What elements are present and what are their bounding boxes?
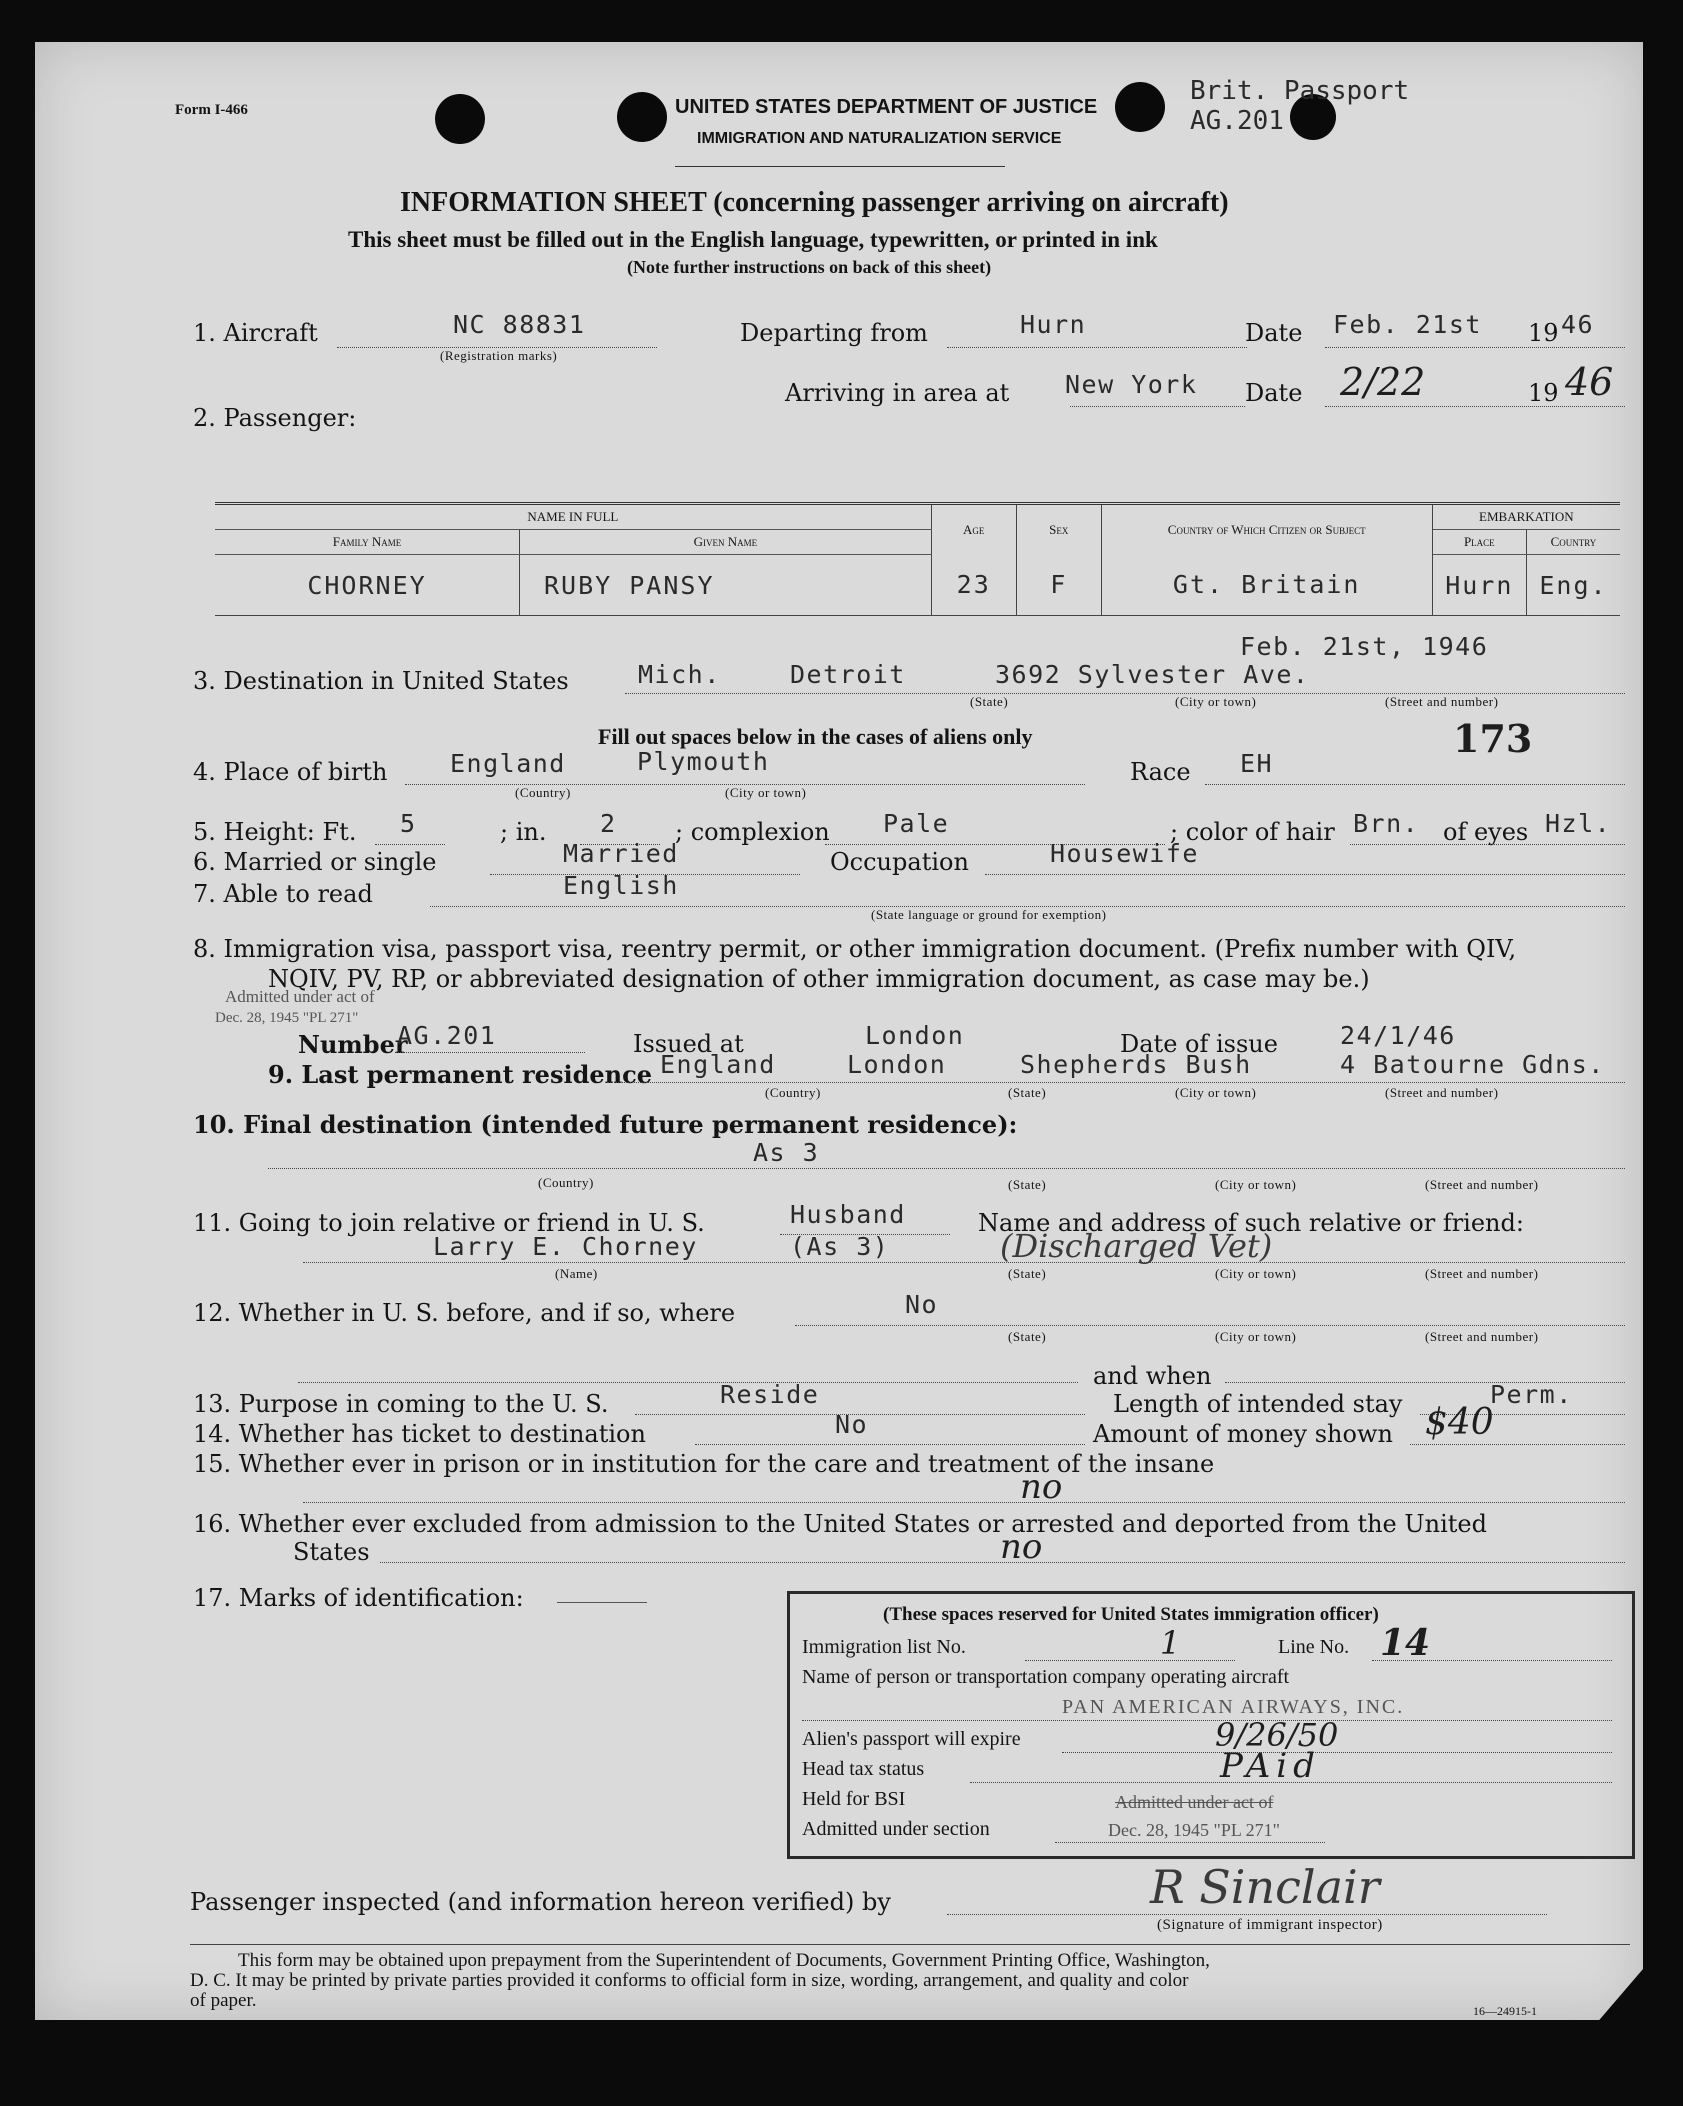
final-destination-line <box>268 1168 1625 1169</box>
destination-city: Detroit <box>790 660 906 689</box>
doc-number-line <box>395 1052 585 1053</box>
issue-date-value: 24/1/46 <box>1340 1021 1456 1050</box>
header-citizen-of: Country of Which Citizen or Subject <box>1101 504 1432 555</box>
residence-city: Shepherds Bush <box>1020 1050 1252 1079</box>
stay-label: Length of intended stay <box>1113 1390 1403 1418</box>
section-line <box>1055 1842 1325 1843</box>
footer-line2: D. C. It may be printed by private parties provided it conforms to official form in size, wording, arrangement, and quality and color <box>190 1970 1189 1991</box>
header-name-in-full: NAME IN FULL <box>215 504 931 530</box>
before-label: 12. Whether in U. S. before, and if so, where <box>193 1299 736 1327</box>
before-cap-city: (City or town) <box>1215 1329 1297 1344</box>
excluded-value: no <box>1000 1527 1043 1567</box>
excluded-label-line1: 16. Whether ever excluded from admission to the United States or arrested and deported from the United <box>193 1510 1487 1538</box>
ticket-label: 14. Whether has ticket to destination <box>193 1420 646 1448</box>
before-when-line <box>298 1382 1078 1383</box>
destination-date-note: Feb. 21st, 1946 <box>1240 632 1489 661</box>
residence-label: 9. Last permanent residence <box>268 1060 652 1089</box>
marks-line <box>557 1602 647 1603</box>
race-label: Race <box>1130 758 1191 786</box>
eyes-value: Hzl. <box>1545 809 1612 838</box>
ticket-value: No <box>835 1410 869 1439</box>
join-relation: Husband <box>790 1200 906 1229</box>
before-value: No <box>905 1290 939 1319</box>
date2-year-prefix: 19 <box>1528 379 1559 407</box>
occupation-line <box>985 874 1625 875</box>
line-no-value: 14 <box>1380 1622 1431 1664</box>
residence-cap-city: (City or town) <box>1175 1085 1257 1100</box>
destination-state: Mich. <box>638 660 721 689</box>
marital-value: Married <box>563 839 679 868</box>
height-label: 5. Height: Ft. <box>193 818 357 846</box>
aliens-only-note: Fill out spaces below in the cases of aliens only <box>598 724 1033 749</box>
section-label: Admitted under section <box>802 1818 990 1840</box>
marital-label: 6. Married or single <box>193 848 437 876</box>
residence-city-col: London <box>847 1050 947 1079</box>
residence-cap-state: (State) <box>1008 1085 1047 1100</box>
date2-year-value: 46 <box>1565 360 1614 404</box>
header-family-name: Family Name <box>215 530 520 555</box>
money-line <box>1410 1444 1625 1445</box>
cell-emb-country: Eng. <box>1539 570 1608 600</box>
money-value: $40 <box>1425 1402 1494 1443</box>
document-label-line1: 8. Immigration visa, passport visa, reentry permit, or other immigration document. (Prefix number with QIV, <box>193 935 1517 963</box>
form-sheet <box>35 42 1643 2020</box>
destination-cap-street: (Street and number) <box>1385 694 1499 709</box>
join-cap-city: (City or town) <box>1215 1266 1297 1281</box>
corner-note-number: AG.201 <box>1190 106 1284 136</box>
inspection-label: Passenger inspected (and information hereon verified) by <box>190 1888 891 1916</box>
before-cap-street: (Street and number) <box>1425 1329 1539 1344</box>
date2-label: Date <box>1245 379 1303 407</box>
prison-label: 15. Whether ever in prison or in institution for the care and treatment of the insane <box>193 1450 1215 1478</box>
read-label: 7. Able to read <box>193 880 373 908</box>
list-no-line <box>1025 1660 1235 1661</box>
hair-label: ; color of hair <box>1170 818 1335 846</box>
date-year-prefix: 19 <box>1528 319 1559 347</box>
section-stamp: Dec. 28, 1945 "PL 271" <box>1108 1820 1281 1840</box>
footer-rule <box>190 1944 1630 1945</box>
date-label: Date <box>1245 319 1303 347</box>
page-subtitle: This sheet must be filled out in the English language, typewritten, or printed in ink <box>348 227 1158 252</box>
document-label-line2: NQIV, PV, RP, or abbreviated designation of other immigration document, as case may be.) <box>268 965 1370 993</box>
date-line <box>1325 347 1625 348</box>
purpose-label: 13. Purpose in coming to the U. S. <box>193 1390 609 1418</box>
race-line <box>1205 784 1625 785</box>
height-ft: 5 <box>400 809 417 838</box>
issued-value: London <box>865 1021 965 1050</box>
company-value: PAN AMERICAN AIRWAYS, INC. <box>1062 1696 1405 1718</box>
cell-family-name: CHORNEY <box>215 555 520 616</box>
date2-value: 2/22 <box>1340 360 1426 404</box>
passenger-table <box>215 502 1620 616</box>
join-hand-note: (Discharged Vet) <box>1000 1227 1273 1265</box>
expire-value: 9/26/50 <box>1215 1716 1339 1754</box>
page-title: INFORMATION SHEET (concerning passenger arriving on aircraft) <box>400 187 1229 218</box>
print-code: 16—24915-1 <box>1473 2004 1537 2018</box>
final-cap-country: (Country) <box>538 1175 594 1190</box>
occupation-value: Housewife <box>1050 839 1199 868</box>
hair-eyes-line <box>1350 844 1625 845</box>
cell-given-name: RUBY PANSY <box>520 555 932 616</box>
eyes-label: of eyes <box>1443 818 1529 846</box>
punch-hole-left <box>435 94 485 144</box>
service-title: IMMIGRATION AND NATURALIZATION SERVICE <box>697 130 1062 147</box>
complexion-label: ; complexion <box>675 818 830 846</box>
admitted-stamp-line1: Admitted under act of <box>225 987 375 1006</box>
list-no-label: Immigration list No. <box>802 1636 966 1658</box>
header-embarkation-country: Country <box>1526 530 1620 555</box>
doc-number-value: AG.201 <box>397 1021 497 1050</box>
cell-citizen-of: Gt. Britain <box>1101 555 1432 616</box>
aircraft-label: 1. Aircraft <box>193 319 318 347</box>
final-cap-city: (City or town) <box>1215 1177 1297 1192</box>
complexion-value: Pale <box>883 809 950 838</box>
header-rule <box>675 166 1005 167</box>
arriving-label: Arriving in area at <box>785 379 1010 407</box>
prison-value: no <box>1020 1467 1063 1507</box>
height-ft-line <box>375 844 445 845</box>
join-address: (As 3) <box>790 1232 890 1261</box>
punch-hole-center <box>617 92 667 142</box>
hair-value: Brn. <box>1353 809 1420 838</box>
page-note: (Note further instructions on back of this sheet) <box>627 257 992 277</box>
departing-line <box>947 347 1247 348</box>
money-label: Amount of money shown <box>1093 1420 1393 1448</box>
punch-hole-right <box>1115 82 1165 132</box>
corner-note-passport: Brit. Passport <box>1190 76 1410 106</box>
arriving-value: New York <box>1065 370 1198 399</box>
departing-label: Departing from <box>740 319 928 347</box>
residence-cap-street: (Street and number) <box>1385 1085 1499 1100</box>
aircraft-value: NC 88831 <box>453 310 586 339</box>
doc-number-label: Number <box>298 1030 408 1059</box>
race-value: EH <box>1240 749 1274 778</box>
cell-sex: F <box>1016 555 1101 616</box>
final-destination-label: 10. Final destination (intended future permanent residence): <box>193 1110 1018 1139</box>
destination-street: 3692 Sylvester Ave. <box>995 660 1310 689</box>
arriving-line <box>1070 406 1245 407</box>
height-in-label: ; in. <box>500 818 547 846</box>
stamp-number: 173 <box>1453 716 1533 761</box>
prison-line <box>303 1502 1625 1503</box>
height-in: 2 <box>600 809 617 838</box>
date2-line <box>1325 406 1625 407</box>
form-number: Form I-466 <box>175 102 248 118</box>
signature-caption: (Signature of immigrant inspector) <box>1157 1917 1383 1933</box>
final-cap-street: (Street and number) <box>1425 1177 1539 1192</box>
residence-cap-country: (Country) <box>765 1085 821 1100</box>
header-embarkation: EMBARKATION <box>1432 504 1620 530</box>
passenger-label: 2. Passenger: <box>193 404 357 432</box>
final-destination-value: As 3 <box>753 1138 820 1167</box>
line-no-label: Line No. <box>1278 1636 1350 1658</box>
headtax-label: Head tax status <box>802 1758 925 1780</box>
excluded-label-line2: States <box>293 1538 370 1566</box>
header-given-name: Given Name <box>520 530 932 555</box>
header-age: Age <box>931 504 1016 555</box>
issued-label: Issued at <box>633 1030 744 1058</box>
footer-line1: This form may be obtained upon prepayment from the Superintendent of Documents, Government Printing Office, Washington, <box>238 1950 1210 1971</box>
date-year-value: 46 <box>1561 310 1595 339</box>
join-label: 11. Going to join relative or friend in U. S. <box>193 1209 705 1237</box>
bsi-stamp: Admitted under act of <box>1115 1792 1274 1812</box>
header-sex: Sex <box>1016 504 1101 555</box>
residence-street: 4 Batourne Gdns. <box>1340 1050 1605 1079</box>
occupation-label: Occupation <box>830 848 969 876</box>
ticket-line <box>695 1444 1085 1445</box>
birthplace-city: Plymouth <box>637 747 770 776</box>
issue-date-label: Date of issue <box>1120 1030 1278 1058</box>
birthplace-cap-country: (Country) <box>515 785 571 800</box>
signature-line <box>947 1914 1547 1915</box>
expire-label: Alien's passport will expire <box>802 1728 1021 1750</box>
departing-value: Hurn <box>1020 310 1087 339</box>
join-name-line <box>303 1262 1625 1263</box>
company-label: Name of person or transportation company operating aircraft <box>802 1666 1290 1688</box>
officer-box-title: (These spaces reserved for United States immigration officer) <box>883 1604 1379 1625</box>
join-cap-street: (Street and number) <box>1425 1266 1539 1281</box>
headtax-value: PAid <box>1220 1746 1321 1786</box>
company-line <box>802 1720 1612 1721</box>
birthplace-label: 4. Place of birth <box>193 758 388 786</box>
aircraft-caption: (Registration marks) <box>440 348 558 363</box>
residence-country: England <box>660 1050 776 1079</box>
stay-value: Perm. <box>1490 1380 1573 1409</box>
inspector-signature: R Sinclair <box>1150 1860 1380 1914</box>
before-line <box>795 1325 1625 1326</box>
department-title: UNITED STATES DEPARTMENT OF JUSTICE <box>675 96 1098 118</box>
admitted-stamp-line2: Dec. 28, 1945 "PL 271" <box>215 1010 359 1026</box>
marks-label: 17. Marks of identification: <box>193 1584 524 1612</box>
birthplace-cap-city: (City or town) <box>725 785 807 800</box>
birthplace-country: England <box>450 749 566 778</box>
join-cap-state: (State) <box>1008 1266 1047 1281</box>
read-value: English <box>563 871 679 900</box>
passenger-table-header-top <box>215 504 1620 530</box>
destination-label: 3. Destination in United States <box>193 667 569 695</box>
footer-line3: of paper. <box>190 1990 257 2011</box>
join-cap-name: (Name) <box>555 1266 598 1281</box>
join-name-label: Name and address of such relative or friend: <box>978 1209 1524 1237</box>
destination-cap-city: (City or town) <box>1175 694 1257 709</box>
destination-cap-state: (State) <box>970 694 1009 709</box>
header-embarkation-place: Place <box>1432 530 1526 555</box>
officer-reserved-box <box>787 1591 1635 1859</box>
date-value: Feb. 21st <box>1333 310 1482 339</box>
cell-age: 23 <box>931 555 1016 616</box>
passenger-row <box>215 555 1620 616</box>
list-no-value: 1 <box>1160 1624 1181 1662</box>
read-caption: (State language or ground for exemption) <box>871 907 1107 922</box>
join-name: Larry E. Chorney <box>433 1232 698 1261</box>
final-cap-state: (State) <box>1008 1177 1047 1192</box>
bsi-label: Held for BSI <box>802 1788 906 1810</box>
and-when-label: and when <box>1093 1362 1212 1390</box>
residence-line <box>607 1082 1625 1083</box>
purpose-value: Reside <box>720 1380 820 1409</box>
cell-emb-place: Hurn <box>1432 555 1526 616</box>
before-cap-state: (State) <box>1008 1329 1047 1344</box>
